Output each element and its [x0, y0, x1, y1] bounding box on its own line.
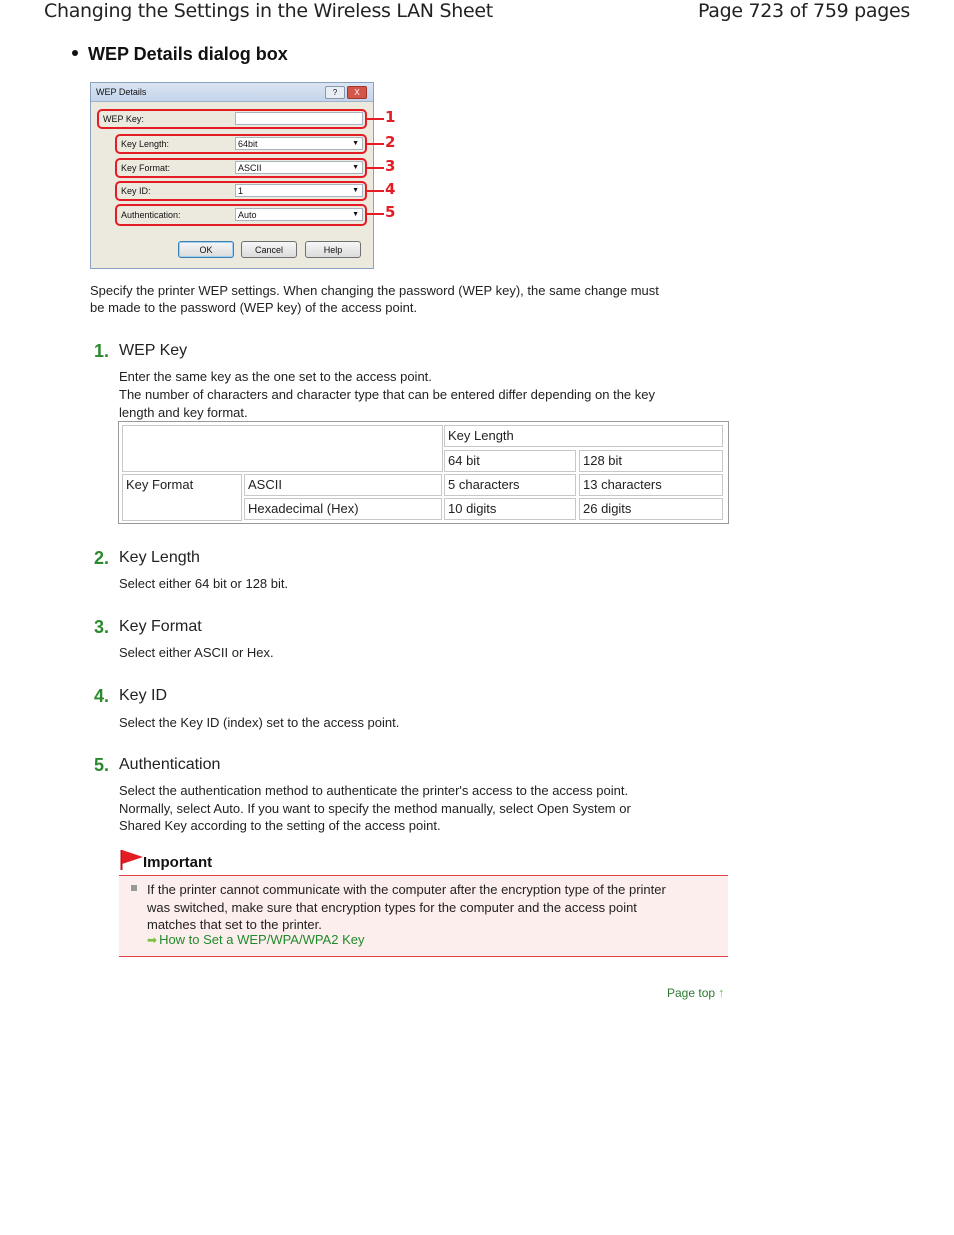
- item-text: Shared Key according to the setting of the access point.: [119, 818, 441, 833]
- section-title: WEP Details dialog box: [88, 44, 288, 64]
- ok-button[interactable]: OK: [178, 241, 234, 258]
- authentication-label: Authentication:: [121, 210, 181, 220]
- key-length-label: Key Length:: [121, 139, 170, 149]
- table-row-header: Key Format: [122, 474, 242, 521]
- key-id-label: Key ID:: [121, 186, 151, 196]
- callout-line-4: [366, 190, 384, 192]
- page-top-label: Page top: [667, 986, 716, 1000]
- table-cell: 26 digits: [579, 498, 723, 520]
- table-cell: Hexadecimal (Hex): [244, 498, 442, 520]
- item-number-4: 4.: [94, 686, 110, 706]
- important-line: If the printer cannot communicate with the computer after the encryption type of the printer: [147, 882, 666, 897]
- chevron-down-icon: ▼: [352, 187, 359, 194]
- table-header-cell: 128 bit: [579, 450, 723, 472]
- how-to-set-key-link[interactable]: [147, 932, 364, 947]
- close-icon[interactable]: X: [347, 86, 367, 99]
- callout-line-3: [366, 167, 384, 169]
- item-number-1: 1.: [94, 341, 110, 361]
- page-number: Page 723 of 759 pages: [697, 0, 910, 22]
- help-button[interactable]: Help: [305, 241, 361, 258]
- cancel-button[interactable]: Cancel: [241, 241, 297, 258]
- table-cell: 13 characters: [579, 474, 723, 496]
- item-text: Select the authentication method to authenticate the printer's access to the access point.: [119, 783, 629, 798]
- callout-box-5: [115, 204, 367, 226]
- item-title-authentication: Authentication: [119, 756, 221, 773]
- item-number-2: 2.: [94, 548, 110, 568]
- callout-number-3: 3: [385, 157, 396, 175]
- section-heading: [72, 44, 288, 65]
- item-text: Enter the same key as the one set to the access point.: [119, 369, 432, 384]
- callout-number-1: 1: [385, 108, 396, 126]
- item-text: Normally, select Auto. If you want to specify the method manually, select Open System or: [119, 801, 631, 816]
- callout-box-4: [115, 181, 367, 201]
- important-label: Important: [143, 854, 213, 871]
- table-empty-cell: [122, 425, 443, 472]
- key-format-table: [118, 421, 729, 524]
- table-cell: 5 characters: [444, 474, 576, 496]
- callout-number-5: 5: [385, 203, 396, 221]
- help-titlebar-button[interactable]: ?: [325, 86, 345, 99]
- important-line: matches that set to the printer.: [147, 917, 322, 932]
- item-title-key-length: Key Length: [119, 549, 200, 566]
- authentication-value: Auto: [238, 210, 257, 220]
- item-text: Select either ASCII or Hex.: [119, 645, 274, 660]
- callout-line-1: [366, 118, 384, 120]
- callout-number-2: 2: [385, 133, 396, 151]
- chevron-down-icon: ▼: [352, 140, 359, 147]
- callout-line-2: [366, 143, 384, 145]
- table-cell: ASCII: [244, 474, 442, 496]
- intro-line-2: be made to the password (WEP key) of the access point.: [90, 300, 418, 315]
- callout-box-2: [115, 134, 367, 154]
- arrow-up-icon: ↑: [718, 985, 725, 1000]
- item-number-3: 3.: [94, 617, 110, 637]
- arrow-right-icon: ➡: [147, 933, 158, 947]
- callout-box-3: [115, 158, 367, 178]
- table-header-cell: 64 bit: [444, 450, 576, 472]
- square-bullet-icon: [131, 885, 137, 891]
- item-text: Select either 64 bit or 128 bit.: [119, 576, 289, 591]
- item-text: The number of characters and character type that can be entered differ depending on the key: [119, 387, 655, 402]
- item-text: length and key format.: [119, 405, 248, 420]
- dialog-titlebar: [91, 83, 373, 102]
- dialog-title: WEP Details: [96, 87, 147, 97]
- callout-line-5: [366, 213, 384, 215]
- header-title: Changing the Settings in the Wireless LAN Sheet: [44, 0, 493, 22]
- item-title-key-id: Key ID: [119, 687, 168, 704]
- key-format-value: ASCII: [238, 163, 262, 173]
- chevron-down-icon: ▼: [352, 211, 359, 218]
- wep-key-label: WEP Key:: [103, 114, 144, 124]
- callout-number-4: 4: [385, 180, 396, 198]
- key-id-value: 1: [238, 186, 244, 196]
- intro-line-1: Specify the printer WEP settings. When changing the password (WEP key), the same change must: [90, 283, 659, 298]
- item-number-5: 5.: [94, 755, 110, 775]
- chevron-down-icon: ▼: [352, 164, 359, 171]
- flag-icon: [120, 849, 144, 871]
- key-length-value: 64bit: [238, 139, 258, 149]
- item-title-wep-key: WEP Key: [119, 342, 188, 359]
- page-top-link[interactable]: [667, 985, 725, 1000]
- table-cell: 10 digits: [444, 498, 576, 520]
- key-format-label: Key Format:: [121, 163, 171, 173]
- bullet-icon: [72, 50, 78, 56]
- item-title-key-format: Key Format: [119, 618, 202, 635]
- important-text: [147, 881, 722, 934]
- important-line: was switched, make sure that encryption types for the computer and the access point: [147, 899, 637, 915]
- table-header-cell: Key Length: [444, 425, 723, 447]
- wep-details-dialog: [90, 82, 374, 269]
- link-text: How to Set a WEP/WPA/WPA2 Key: [159, 932, 365, 947]
- callout-box-1: [97, 109, 367, 129]
- item-text: Select the Key ID (index) set to the access point.: [119, 715, 400, 730]
